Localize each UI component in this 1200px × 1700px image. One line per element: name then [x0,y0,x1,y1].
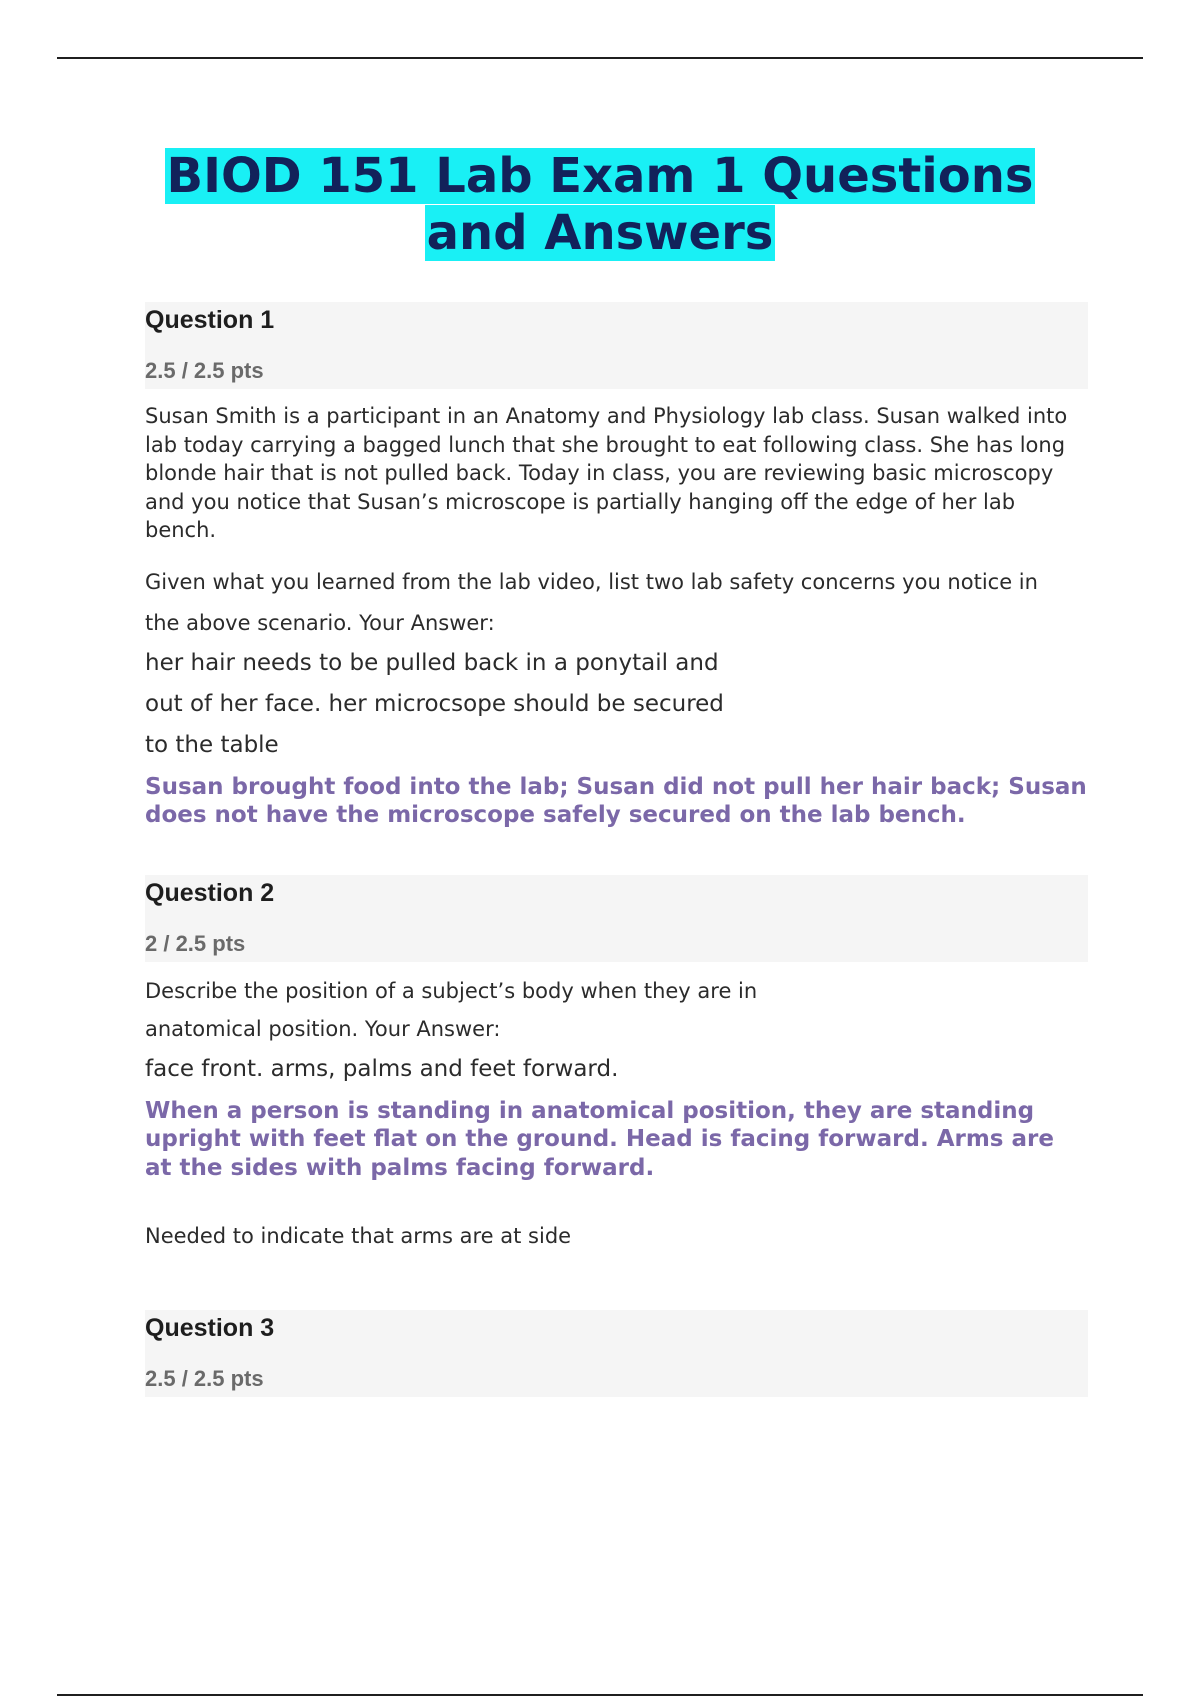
bottom-rule [57,1694,1143,1696]
question-1-scenario: Susan Smith is a participant in an Anatomy and Physiology lab class. Susan walked into lab today carrying a bagged lunch that she brought to eat following class. She has long blonde hair that is not pulled back. Today in class, you are reviewing basic microscopy and you notice that Susan’s microscope is partially hanging off the edge of her lab bench. [145,404,1068,542]
question-1-title: Question 1 [145,306,275,334]
title-line-1: BIOD 151 Lab Exam 1 Questions [166,148,1034,204]
question-2-answer-line-1: face front. arms, palms and feet forward. [145,1055,619,1082]
question-1-prompt-line-2: the above scenario. Your Answer: [145,610,495,635]
question-2-prompt-line-1: Describe the position of a subject’s body when they are in [145,978,758,1003]
question-3-points: 2.5 / 2.5 pts [145,1366,264,1391]
top-rule [57,57,1143,59]
question-1-header [145,302,1088,389]
question-1-correct-answer: Susan brought food into the lab; Susan did not pull her hair back; Susan does not have the microscope safely secured on the lab bench. [145,773,1087,828]
question-2-header [145,875,1088,962]
title-line-2: and Answers [426,205,774,261]
question-3-title: Question 3 [145,1314,275,1342]
question-1-answer-line-2: out of her face. her microcsope should be secured [145,690,724,717]
question-1-points: 2.5 / 2.5 pts [145,358,264,383]
question-1-prompt-line-1: Given what you learned from the lab video, list two lab safety concerns you notice in [145,569,1038,594]
question-1-answer-line-1: her hair needs to be pulled back in a ponytail and [145,649,719,676]
question-2-comment: Needed to indicate that arms are at side [145,1224,572,1248]
question-2-correct-answer: When a person is standing in anatomical position, they are standing upright with feet flat on the ground. Head is facing forward. Arms are at the sides with palms facing forward. [145,1097,1054,1181]
question-1-answer-line-3: to the table [145,731,279,758]
question-3-header [145,1310,1088,1397]
question-2-prompt-line-2: anatomical position. Your Answer: [145,1016,501,1041]
questions-container [145,302,1088,1397]
document-title [100,148,1100,262]
question-2-points: 2 / 2.5 pts [145,930,246,956]
question-2-title: Question 2 [145,878,275,907]
